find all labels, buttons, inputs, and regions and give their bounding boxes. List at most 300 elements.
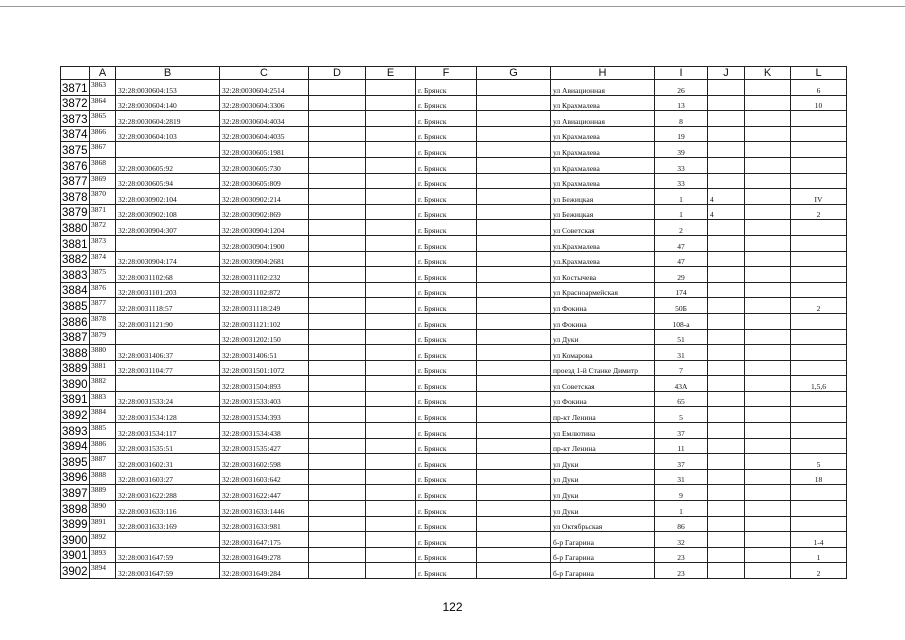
- row-number[interactable]: 3896: [61, 469, 90, 485]
- cell-d[interactable]: [309, 469, 366, 485]
- cell-h[interactable]: б-р Гагарина: [551, 547, 655, 563]
- cell-d[interactable]: [309, 298, 366, 314]
- cell-f[interactable]: г. Брянск: [416, 204, 477, 220]
- cell-b[interactable]: 32:28:0030604:153: [116, 80, 220, 96]
- cell-l[interactable]: [791, 360, 847, 376]
- cell-j[interactable]: [708, 423, 745, 439]
- column-header-c[interactable]: C: [220, 67, 309, 80]
- cell-a[interactable]: 3869: [90, 173, 116, 189]
- cell-l[interactable]: [791, 157, 847, 173]
- cell-f[interactable]: г. Брянск: [416, 313, 477, 329]
- cell-g[interactable]: [477, 547, 551, 563]
- cell-a[interactable]: 3882: [90, 376, 116, 392]
- cell-g[interactable]: [477, 438, 551, 454]
- cell-e[interactable]: [366, 173, 416, 189]
- cell-d[interactable]: [309, 95, 366, 111]
- cell-i[interactable]: 1: [655, 189, 708, 205]
- cell-j[interactable]: [708, 501, 745, 517]
- cell-f[interactable]: г. Брянск: [416, 563, 477, 579]
- cell-h[interactable]: ул Советская: [551, 376, 655, 392]
- cell-g[interactable]: [477, 111, 551, 127]
- cell-i[interactable]: 1: [655, 501, 708, 517]
- cell-l[interactable]: 18: [791, 469, 847, 485]
- column-header-a[interactable]: A: [90, 67, 116, 80]
- cell-g[interactable]: [477, 376, 551, 392]
- cell-g[interactable]: [477, 157, 551, 173]
- cell-d[interactable]: [309, 423, 366, 439]
- cell-c[interactable]: 32:28:0030904:1900: [220, 235, 309, 251]
- column-header-e[interactable]: E: [366, 67, 416, 80]
- cell-k[interactable]: [745, 189, 791, 205]
- cell-i[interactable]: 29: [655, 267, 708, 283]
- cell-a[interactable]: 3881: [90, 360, 116, 376]
- cell-h[interactable]: ул Красноармейская: [551, 282, 655, 298]
- cell-h[interactable]: ул.Крахмалева: [551, 251, 655, 267]
- row-number[interactable]: 3892: [61, 407, 90, 423]
- cell-l[interactable]: [791, 142, 847, 158]
- cell-l[interactable]: [791, 516, 847, 532]
- cell-e[interactable]: [366, 438, 416, 454]
- cell-g[interactable]: [477, 407, 551, 423]
- cell-g[interactable]: [477, 298, 551, 314]
- cell-e[interactable]: [366, 501, 416, 517]
- cell-l[interactable]: [791, 345, 847, 361]
- cell-a[interactable]: 3887: [90, 454, 116, 470]
- row-number[interactable]: 3885: [61, 298, 90, 314]
- cell-f[interactable]: г. Брянск: [416, 95, 477, 111]
- cell-c[interactable]: 32:28:0031534:438: [220, 423, 309, 439]
- cell-h[interactable]: ул Фокина: [551, 313, 655, 329]
- cell-f[interactable]: г. Брянск: [416, 485, 477, 501]
- cell-k[interactable]: [745, 95, 791, 111]
- cell-e[interactable]: [366, 251, 416, 267]
- cell-d[interactable]: [309, 204, 366, 220]
- row-number[interactable]: 3887: [61, 329, 90, 345]
- cell-k[interactable]: [745, 282, 791, 298]
- cell-k[interactable]: [745, 516, 791, 532]
- cell-j[interactable]: 4: [708, 204, 745, 220]
- cell-g[interactable]: [477, 501, 551, 517]
- cell-b[interactable]: 32:28:0030605:94: [116, 173, 220, 189]
- cell-f[interactable]: г. Брянск: [416, 126, 477, 142]
- cell-j[interactable]: [708, 360, 745, 376]
- cell-j[interactable]: [708, 111, 745, 127]
- cell-e[interactable]: [366, 407, 416, 423]
- cell-f[interactable]: г. Брянск: [416, 267, 477, 283]
- cell-k[interactable]: [745, 391, 791, 407]
- cell-i[interactable]: 47: [655, 251, 708, 267]
- cell-b[interactable]: 32:28:0030604:2819: [116, 111, 220, 127]
- cell-a[interactable]: 3876: [90, 282, 116, 298]
- cell-k[interactable]: [745, 173, 791, 189]
- cell-f[interactable]: г. Брянск: [416, 189, 477, 205]
- cell-b[interactable]: 32:28:0031121:90: [116, 313, 220, 329]
- cell-f[interactable]: г. Брянск: [416, 80, 477, 96]
- row-number[interactable]: 3876: [61, 157, 90, 173]
- cell-l[interactable]: 1: [791, 547, 847, 563]
- cell-i[interactable]: 19: [655, 126, 708, 142]
- cell-c[interactable]: 32:28:0031649:278: [220, 547, 309, 563]
- cell-i[interactable]: 86: [655, 516, 708, 532]
- row-number[interactable]: 3899: [61, 516, 90, 532]
- cell-g[interactable]: [477, 532, 551, 548]
- cell-a[interactable]: 3864: [90, 95, 116, 111]
- cell-h[interactable]: ул Фокина: [551, 298, 655, 314]
- cell-a[interactable]: 3879: [90, 329, 116, 345]
- cell-f[interactable]: г. Брянск: [416, 157, 477, 173]
- cell-k[interactable]: [745, 563, 791, 579]
- cell-l[interactable]: [791, 391, 847, 407]
- cell-e[interactable]: [366, 95, 416, 111]
- cell-a[interactable]: 3868: [90, 157, 116, 173]
- row-number[interactable]: 3898: [61, 501, 90, 517]
- cell-i[interactable]: 33: [655, 173, 708, 189]
- cell-d[interactable]: [309, 111, 366, 127]
- cell-b[interactable]: 32:28:0031647:59: [116, 547, 220, 563]
- row-number[interactable]: 3877: [61, 173, 90, 189]
- cell-k[interactable]: [745, 126, 791, 142]
- cell-e[interactable]: [366, 485, 416, 501]
- cell-f[interactable]: г. Брянск: [416, 360, 477, 376]
- cell-c[interactable]: 32:28:0031603:642: [220, 469, 309, 485]
- cell-i[interactable]: 51: [655, 329, 708, 345]
- cell-f[interactable]: г. Брянск: [416, 111, 477, 127]
- cell-i[interactable]: 39: [655, 142, 708, 158]
- cell-c[interactable]: 32:28:0030904:2681: [220, 251, 309, 267]
- cell-l[interactable]: [791, 251, 847, 267]
- cell-f[interactable]: г. Брянск: [416, 142, 477, 158]
- cell-d[interactable]: [309, 80, 366, 96]
- cell-a[interactable]: 3894: [90, 563, 116, 579]
- cell-a[interactable]: 3884: [90, 407, 116, 423]
- cell-f[interactable]: г. Брянск: [416, 376, 477, 392]
- cell-g[interactable]: [477, 204, 551, 220]
- cell-l[interactable]: [791, 423, 847, 439]
- cell-e[interactable]: [366, 563, 416, 579]
- cell-e[interactable]: [366, 189, 416, 205]
- cell-d[interactable]: [309, 329, 366, 345]
- cell-l[interactable]: 2: [791, 563, 847, 579]
- row-number[interactable]: 3900: [61, 532, 90, 548]
- cell-c[interactable]: 32:28:0030605:1981: [220, 142, 309, 158]
- cell-f[interactable]: г. Брянск: [416, 282, 477, 298]
- cell-e[interactable]: [366, 532, 416, 548]
- cell-a[interactable]: 3890: [90, 501, 116, 517]
- cell-b[interactable]: 32:28:0031633:116: [116, 501, 220, 517]
- row-number[interactable]: 3873: [61, 111, 90, 127]
- cell-h[interactable]: б-р Гагарина: [551, 563, 655, 579]
- column-header-g[interactable]: G: [477, 67, 551, 80]
- cell-h[interactable]: ул Октябрьская: [551, 516, 655, 532]
- cell-j[interactable]: [708, 313, 745, 329]
- cell-b[interactable]: 32:28:0031533:24: [116, 391, 220, 407]
- cell-h[interactable]: ул Бежицкая: [551, 189, 655, 205]
- cell-j[interactable]: [708, 407, 745, 423]
- cell-f[interactable]: г. Брянск: [416, 532, 477, 548]
- cell-l[interactable]: [791, 282, 847, 298]
- cell-k[interactable]: [745, 501, 791, 517]
- row-number[interactable]: 3902: [61, 563, 90, 579]
- cell-f[interactable]: г. Брянск: [416, 220, 477, 236]
- column-header-f[interactable]: F: [416, 67, 477, 80]
- cell-e[interactable]: [366, 360, 416, 376]
- cell-h[interactable]: ул Дуки: [551, 329, 655, 345]
- cell-c[interactable]: 32:28:0031202:150: [220, 329, 309, 345]
- cell-i[interactable]: 5: [655, 407, 708, 423]
- cell-b[interactable]: 32:28:0031534:117: [116, 423, 220, 439]
- cell-g[interactable]: [477, 142, 551, 158]
- cell-a[interactable]: 3880: [90, 345, 116, 361]
- cell-l[interactable]: 2: [791, 204, 847, 220]
- cell-i[interactable]: 47: [655, 235, 708, 251]
- cell-a[interactable]: 3863: [90, 80, 116, 96]
- cell-e[interactable]: [366, 345, 416, 361]
- cell-b[interactable]: 32:28:0031118:57: [116, 298, 220, 314]
- cell-e[interactable]: [366, 298, 416, 314]
- row-number[interactable]: 3893: [61, 423, 90, 439]
- cell-l[interactable]: 1-4: [791, 532, 847, 548]
- row-number[interactable]: 3894: [61, 438, 90, 454]
- cell-h[interactable]: ул Крахмалева: [551, 157, 655, 173]
- cell-d[interactable]: [309, 376, 366, 392]
- cell-k[interactable]: [745, 532, 791, 548]
- cell-f[interactable]: г. Брянск: [416, 423, 477, 439]
- cell-f[interactable]: г. Брянск: [416, 391, 477, 407]
- row-number[interactable]: 3901: [61, 547, 90, 563]
- cell-e[interactable]: [366, 313, 416, 329]
- cell-j[interactable]: [708, 485, 745, 501]
- cell-d[interactable]: [309, 438, 366, 454]
- cell-g[interactable]: [477, 251, 551, 267]
- cell-k[interactable]: [745, 407, 791, 423]
- cell-d[interactable]: [309, 454, 366, 470]
- cell-b[interactable]: 32:28:0031603:27: [116, 469, 220, 485]
- cell-e[interactable]: [366, 142, 416, 158]
- cell-e[interactable]: [366, 376, 416, 392]
- cell-b[interactable]: [116, 142, 220, 158]
- cell-h[interactable]: пр-кт Ленина: [551, 438, 655, 454]
- cell-k[interactable]: [745, 345, 791, 361]
- cell-f[interactable]: г. Брянск: [416, 469, 477, 485]
- cell-j[interactable]: [708, 173, 745, 189]
- cell-c[interactable]: 32:28:0031102:872: [220, 282, 309, 298]
- cell-d[interactable]: [309, 220, 366, 236]
- cell-j[interactable]: 4: [708, 189, 745, 205]
- cell-k[interactable]: [745, 423, 791, 439]
- cell-f[interactable]: г. Брянск: [416, 438, 477, 454]
- cell-e[interactable]: [366, 80, 416, 96]
- cell-j[interactable]: [708, 376, 745, 392]
- cell-h[interactable]: ул Бежицкая: [551, 204, 655, 220]
- cell-j[interactable]: [708, 251, 745, 267]
- cell-f[interactable]: г. Брянск: [416, 407, 477, 423]
- cell-l[interactable]: [791, 407, 847, 423]
- cell-b[interactable]: [116, 376, 220, 392]
- cell-a[interactable]: 3883: [90, 391, 116, 407]
- cell-g[interactable]: [477, 80, 551, 96]
- cell-d[interactable]: [309, 126, 366, 142]
- cell-a[interactable]: 3875: [90, 267, 116, 283]
- cell-e[interactable]: [366, 267, 416, 283]
- cell-g[interactable]: [477, 126, 551, 142]
- cell-d[interactable]: [309, 157, 366, 173]
- cell-i[interactable]: 8: [655, 111, 708, 127]
- cell-a[interactable]: 3871: [90, 204, 116, 220]
- cell-d[interactable]: [309, 516, 366, 532]
- row-number[interactable]: 3875: [61, 142, 90, 158]
- cell-a[interactable]: 3889: [90, 485, 116, 501]
- cell-e[interactable]: [366, 204, 416, 220]
- cell-i[interactable]: 1: [655, 204, 708, 220]
- cell-a[interactable]: 3874: [90, 251, 116, 267]
- cell-b[interactable]: 32:28:0030604:103: [116, 126, 220, 142]
- cell-l[interactable]: 5: [791, 454, 847, 470]
- cell-d[interactable]: [309, 485, 366, 501]
- cell-f[interactable]: г. Брянск: [416, 298, 477, 314]
- cell-i[interactable]: 23: [655, 547, 708, 563]
- cell-c[interactable]: 32:28:0031647:175: [220, 532, 309, 548]
- cell-b[interactable]: 32:28:0030604:140: [116, 95, 220, 111]
- row-number[interactable]: 3882: [61, 251, 90, 267]
- cell-k[interactable]: [745, 329, 791, 345]
- cell-c[interactable]: 32:28:0030604:4034: [220, 111, 309, 127]
- cell-i[interactable]: 65: [655, 391, 708, 407]
- cell-b[interactable]: [116, 329, 220, 345]
- column-header-j[interactable]: J: [708, 67, 745, 80]
- row-number[interactable]: 3897: [61, 485, 90, 501]
- cell-g[interactable]: [477, 189, 551, 205]
- cell-i[interactable]: 26: [655, 80, 708, 96]
- cell-e[interactable]: [366, 126, 416, 142]
- cell-e[interactable]: [366, 220, 416, 236]
- cell-a[interactable]: 3873: [90, 235, 116, 251]
- cell-f[interactable]: г. Брянск: [416, 501, 477, 517]
- row-number[interactable]: 3878: [61, 189, 90, 205]
- cell-c[interactable]: 32:28:0031118:249: [220, 298, 309, 314]
- cell-h[interactable]: ул Крахмалева: [551, 142, 655, 158]
- cell-b[interactable]: 32:28:0031622:288: [116, 485, 220, 501]
- cell-g[interactable]: [477, 95, 551, 111]
- cell-h[interactable]: ул.Крахмалева: [551, 235, 655, 251]
- column-header-i[interactable]: I: [655, 67, 708, 80]
- cell-f[interactable]: г. Брянск: [416, 516, 477, 532]
- cell-e[interactable]: [366, 516, 416, 532]
- cell-c[interactable]: 32:28:0031102:232: [220, 267, 309, 283]
- cell-l[interactable]: 2: [791, 298, 847, 314]
- cell-b[interactable]: 32:28:0030904:307: [116, 220, 220, 236]
- cell-k[interactable]: [745, 547, 791, 563]
- cell-k[interactable]: [745, 235, 791, 251]
- cell-g[interactable]: [477, 516, 551, 532]
- cell-h[interactable]: ул Авиационная: [551, 80, 655, 96]
- cell-k[interactable]: [745, 220, 791, 236]
- cell-h[interactable]: ул Дуки: [551, 454, 655, 470]
- cell-i[interactable]: 37: [655, 423, 708, 439]
- cell-h[interactable]: ул Фокина: [551, 391, 655, 407]
- cell-a[interactable]: 3867: [90, 142, 116, 158]
- cell-i[interactable]: 11: [655, 438, 708, 454]
- cell-e[interactable]: [366, 329, 416, 345]
- cell-h[interactable]: ул Емлютина: [551, 423, 655, 439]
- cell-i[interactable]: 37: [655, 454, 708, 470]
- cell-d[interactable]: [309, 267, 366, 283]
- cell-i[interactable]: 174: [655, 282, 708, 298]
- cell-j[interactable]: [708, 126, 745, 142]
- cell-d[interactable]: [309, 407, 366, 423]
- cell-h[interactable]: пр-кт Ленина: [551, 407, 655, 423]
- cell-b[interactable]: 32:28:0030904:174: [116, 251, 220, 267]
- cell-c[interactable]: 32:28:0030605:730: [220, 157, 309, 173]
- cell-c[interactable]: 32:28:0030604:2514: [220, 80, 309, 96]
- row-number[interactable]: 3879: [61, 204, 90, 220]
- cell-i[interactable]: 43А: [655, 376, 708, 392]
- cell-a[interactable]: 3892: [90, 532, 116, 548]
- cell-a[interactable]: 3866: [90, 126, 116, 142]
- cell-d[interactable]: [309, 532, 366, 548]
- cell-c[interactable]: 32:28:0031633:981: [220, 516, 309, 532]
- cell-c[interactable]: 32:28:0031534:393: [220, 407, 309, 423]
- cell-c[interactable]: 32:28:0031504:893: [220, 376, 309, 392]
- cell-g[interactable]: [477, 267, 551, 283]
- cell-d[interactable]: [309, 501, 366, 517]
- cell-c[interactable]: 32:28:0030904:1204: [220, 220, 309, 236]
- cell-i[interactable]: 31: [655, 345, 708, 361]
- cell-k[interactable]: [745, 251, 791, 267]
- cell-d[interactable]: [309, 547, 366, 563]
- cell-b[interactable]: 32:28:0031602:31: [116, 454, 220, 470]
- cell-d[interactable]: [309, 563, 366, 579]
- cell-j[interactable]: [708, 345, 745, 361]
- cell-i[interactable]: 31: [655, 469, 708, 485]
- cell-j[interactable]: [708, 282, 745, 298]
- cell-g[interactable]: [477, 391, 551, 407]
- cell-i[interactable]: 108-а: [655, 313, 708, 329]
- cell-l[interactable]: [791, 313, 847, 329]
- cell-l[interactable]: [791, 329, 847, 345]
- cell-a[interactable]: 3886: [90, 438, 116, 454]
- cell-b[interactable]: [116, 532, 220, 548]
- cell-b[interactable]: 32:28:0031104:77: [116, 360, 220, 376]
- cell-j[interactable]: [708, 142, 745, 158]
- cell-d[interactable]: [309, 282, 366, 298]
- row-number[interactable]: 3895: [61, 454, 90, 470]
- cell-i[interactable]: 7: [655, 360, 708, 376]
- cell-i[interactable]: 2: [655, 220, 708, 236]
- cell-b[interactable]: 32:28:0031647:59: [116, 563, 220, 579]
- cell-j[interactable]: [708, 532, 745, 548]
- cell-f[interactable]: г. Брянск: [416, 345, 477, 361]
- cell-j[interactable]: [708, 454, 745, 470]
- cell-g[interactable]: [477, 235, 551, 251]
- cell-c[interactable]: 32:28:0031535:427: [220, 438, 309, 454]
- cell-l[interactable]: 6: [791, 80, 847, 96]
- cell-d[interactable]: [309, 345, 366, 361]
- cell-i[interactable]: 13: [655, 95, 708, 111]
- cell-j[interactable]: [708, 298, 745, 314]
- cell-c[interactable]: 32:28:0030604:3306: [220, 95, 309, 111]
- cell-a[interactable]: 3877: [90, 298, 116, 314]
- cell-b[interactable]: 32:28:0030902:104: [116, 189, 220, 205]
- row-number[interactable]: 3889: [61, 360, 90, 376]
- cell-h[interactable]: ул Дуки: [551, 485, 655, 501]
- cell-b[interactable]: 32:28:0031633:169: [116, 516, 220, 532]
- cell-j[interactable]: [708, 547, 745, 563]
- cell-b[interactable]: 32:28:0031534:128: [116, 407, 220, 423]
- cell-h[interactable]: ул Костычева: [551, 267, 655, 283]
- cell-h[interactable]: ул Авиационная: [551, 111, 655, 127]
- cell-f[interactable]: г. Брянск: [416, 454, 477, 470]
- column-header-b[interactable]: B: [116, 67, 220, 80]
